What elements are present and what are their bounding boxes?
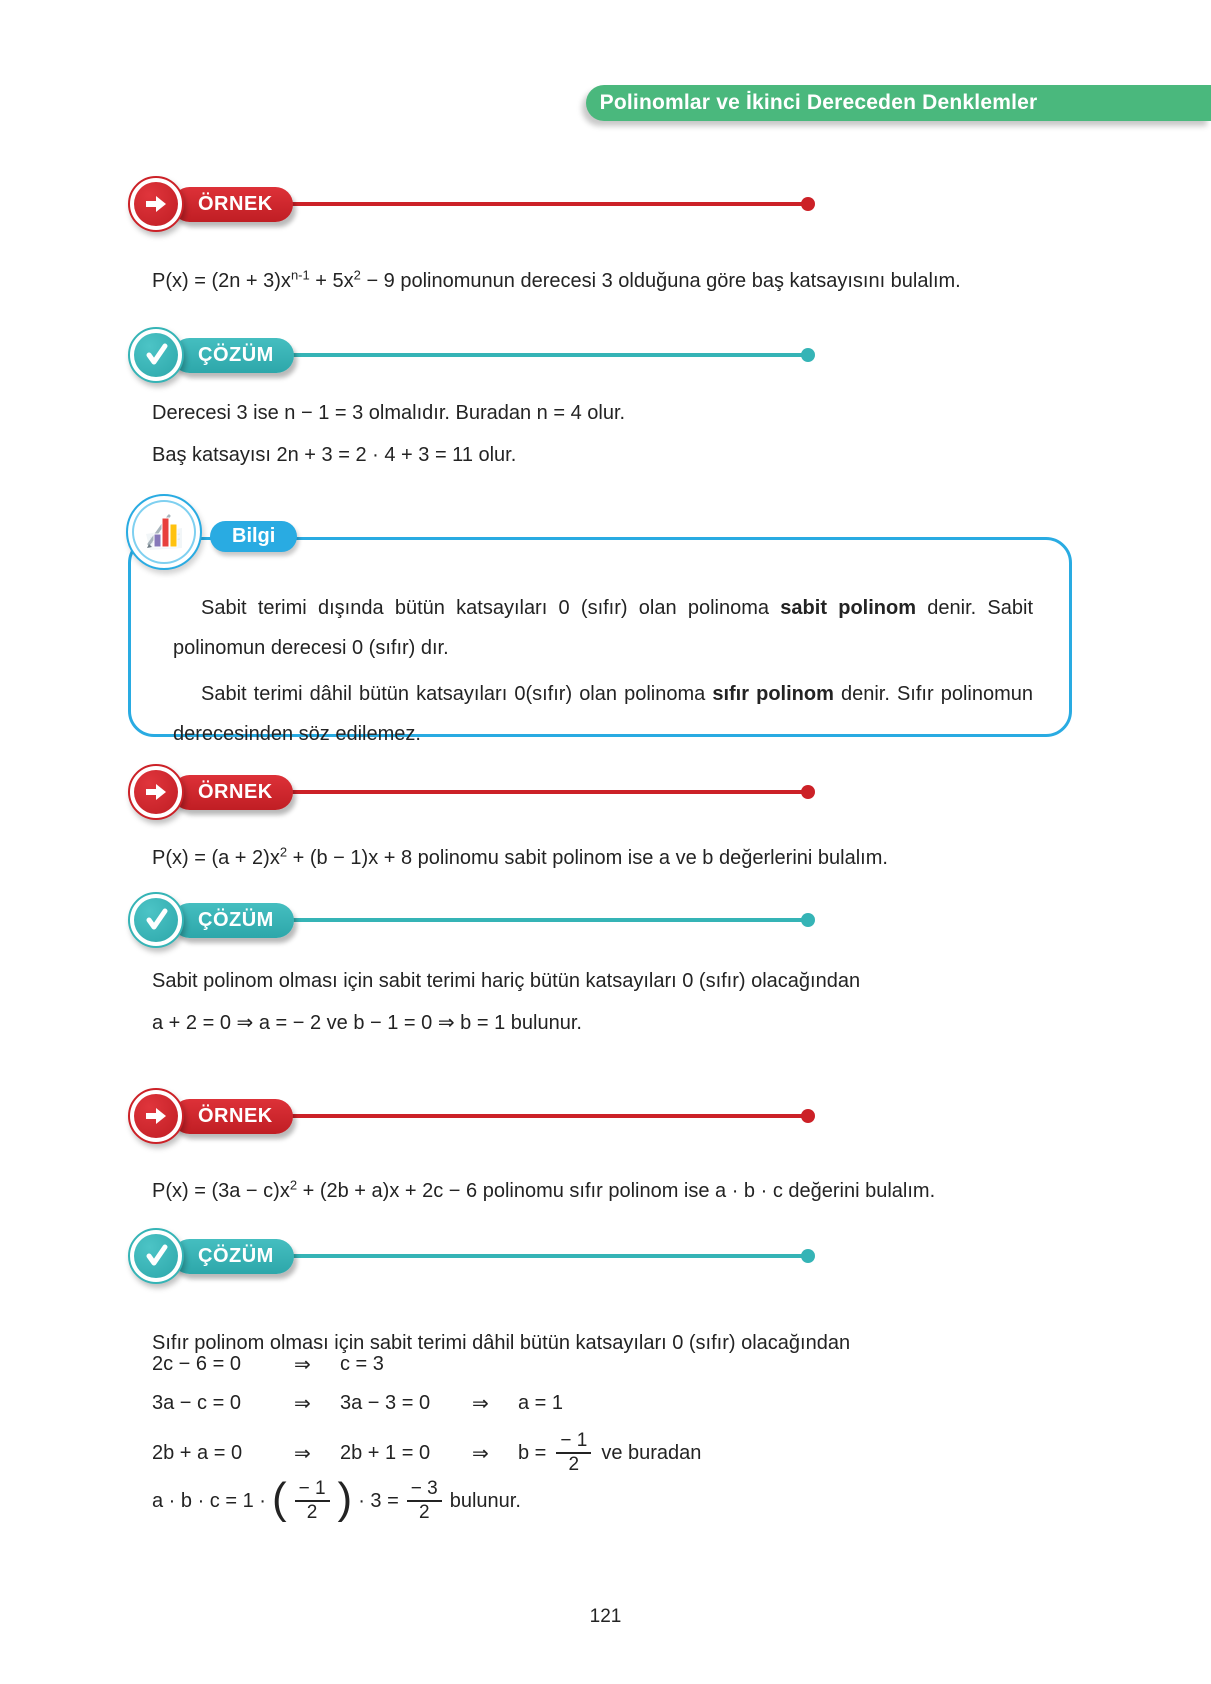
badge-line	[292, 353, 808, 357]
exponent: 2	[279, 844, 288, 860]
example3-solution-intro: Sıfır polinom olması için sabit terimi dâhil bütün katsayıları 0 (sıfır) olacağından	[152, 1332, 851, 1354]
chapter-banner	[586, 85, 1211, 121]
example3-statement: $P(x) = (3a - c)x^2 + (2b + a)x + 2c - 6$ polinomu sıfır polinom ise a · b · c değerini bulalım.	[152, 1177, 936, 1202]
arrow-circle-icon	[128, 764, 184, 820]
equation: c = 3	[340, 1353, 384, 1375]
example1-statement: $P(x) = (2n + 3)x^{n-1} + 5x^2 - 9$ polinomunun derecesi 3 olduğuna göre baş katsayısını bulalım.	[152, 267, 961, 292]
cozum-label: ÇÖZÜM	[172, 903, 294, 938]
check-circle-icon	[128, 892, 184, 948]
arrow-icon	[134, 1094, 178, 1138]
exponent: 2	[289, 1177, 298, 1193]
badge-line	[291, 790, 808, 794]
equation: 3a − 3 = 0	[340, 1392, 431, 1414]
info-paragraph-1: Sabit terimi dışında bütün katsayıları 0 (sıfır) olan polinoma sabit polinom denir. Sabit polinomun derecesi 0 (sıfır) dır.	[173, 597, 1034, 659]
info-paragraph-2: Sabit terimi dâhil bütün katsayıları 0(sıfır) olan polinoma sıfır polinom denir. Sıfır polinomun derecesinden söz edilemez.	[173, 683, 1034, 745]
arrow-icon	[134, 770, 178, 814]
example2-solution-line1: Sabit polinom olması için sabit terimi hariç bütün katsayıları 0 (sıfır) olacağından	[152, 970, 861, 992]
info-box	[128, 537, 1072, 745]
bar-chart-pencil-icon	[126, 494, 202, 570]
solution-badge-1	[128, 326, 808, 384]
equation: 3a − c = 0	[152, 1392, 241, 1414]
badge-line	[291, 202, 808, 206]
implies-arrow: ⇒	[472, 1393, 489, 1415]
cozum-label: ÇÖZÜM	[172, 1239, 294, 1274]
ornek-label: ÖRNEK	[172, 775, 293, 810]
chapter-title: Polinomlar ve İkinci Dereceden Denklemler	[599, 91, 1038, 114]
equation: 2c − 6 = 0	[152, 1353, 241, 1375]
implies-arrow: ⇒	[294, 1393, 311, 1415]
check-circle-icon	[128, 1228, 184, 1284]
exponent: n-1	[290, 267, 310, 283]
example2-statement: $P(x) = (a + 2)x^2 + (b - 1)x + 8$ polinomu sabit polinom ise a ve b değerlerini bulalım.	[152, 844, 888, 869]
example1-solution-line1: Derecesi 3 ise n − 1 = 3 olmalıdır. Buradan n = 4 olur.	[152, 402, 626, 424]
example1-solution-line2: Baş katsayısı 2n + 3 = 2 · 4 + 3 = 11 olur.	[152, 444, 517, 466]
exponent: 2	[353, 267, 361, 283]
badge-line	[291, 1114, 808, 1118]
example-badge-2	[128, 763, 808, 821]
checkmark-icon	[134, 333, 178, 377]
ornek-label: ÖRNEK	[172, 1099, 293, 1134]
example-badge-1	[128, 175, 808, 233]
page-number: 121	[589, 1606, 622, 1627]
bilgi-label: Bilgi	[210, 521, 297, 552]
example2-solution-line2: a + 2 = 0 ⇒ a = − 2 ve b − 1 = 0 ⇒ b = 1 bulunur.	[152, 1012, 582, 1034]
badge-line	[292, 1254, 808, 1258]
equation: 2b + a = 0	[152, 1441, 243, 1464]
ornek-label: ÖRNEK	[172, 187, 293, 222]
fraction: $\frac{- 1}{2}$	[556, 1430, 591, 1476]
implies-arrow: ⇒	[294, 1354, 311, 1376]
fraction: $\frac{- 1}{2}$	[295, 1478, 330, 1524]
arrow-icon	[134, 182, 178, 226]
term-sifir-polinom: sıfır polinom	[712, 683, 834, 705]
example3-final-result: a · b · c = 1 · ( $\frac{- 1}{2}$ ) · 3 = $\frac{- 3}{2}$ bulunur.	[152, 1474, 521, 1523]
solution-badge-3	[128, 1227, 808, 1285]
equation: 2b + 1 = 0	[340, 1441, 431, 1464]
arrow-circle-icon	[128, 1088, 184, 1144]
fraction: $\frac{- 3}{2}$	[407, 1478, 442, 1524]
check-circle-icon	[128, 327, 184, 383]
implies-arrow: ⇒	[472, 1442, 489, 1465]
implies-arrow: ⇒	[294, 1442, 311, 1465]
arrow-circle-icon	[128, 176, 184, 232]
example-badge-3	[128, 1087, 808, 1145]
term-sabit-polinom: sabit polinom	[780, 597, 916, 619]
badge-line	[292, 918, 808, 922]
checkmark-icon	[134, 1234, 178, 1278]
equation: a = 1	[518, 1392, 564, 1414]
solution-badge-2	[128, 891, 808, 949]
checkmark-icon	[134, 898, 178, 942]
equation-with-fraction: b = $\frac{- 1}{2}$ ve buradan	[518, 1430, 702, 1475]
cozum-label: ÇÖZÜM	[172, 338, 294, 373]
example3-equation-grid	[152, 1352, 701, 1476]
